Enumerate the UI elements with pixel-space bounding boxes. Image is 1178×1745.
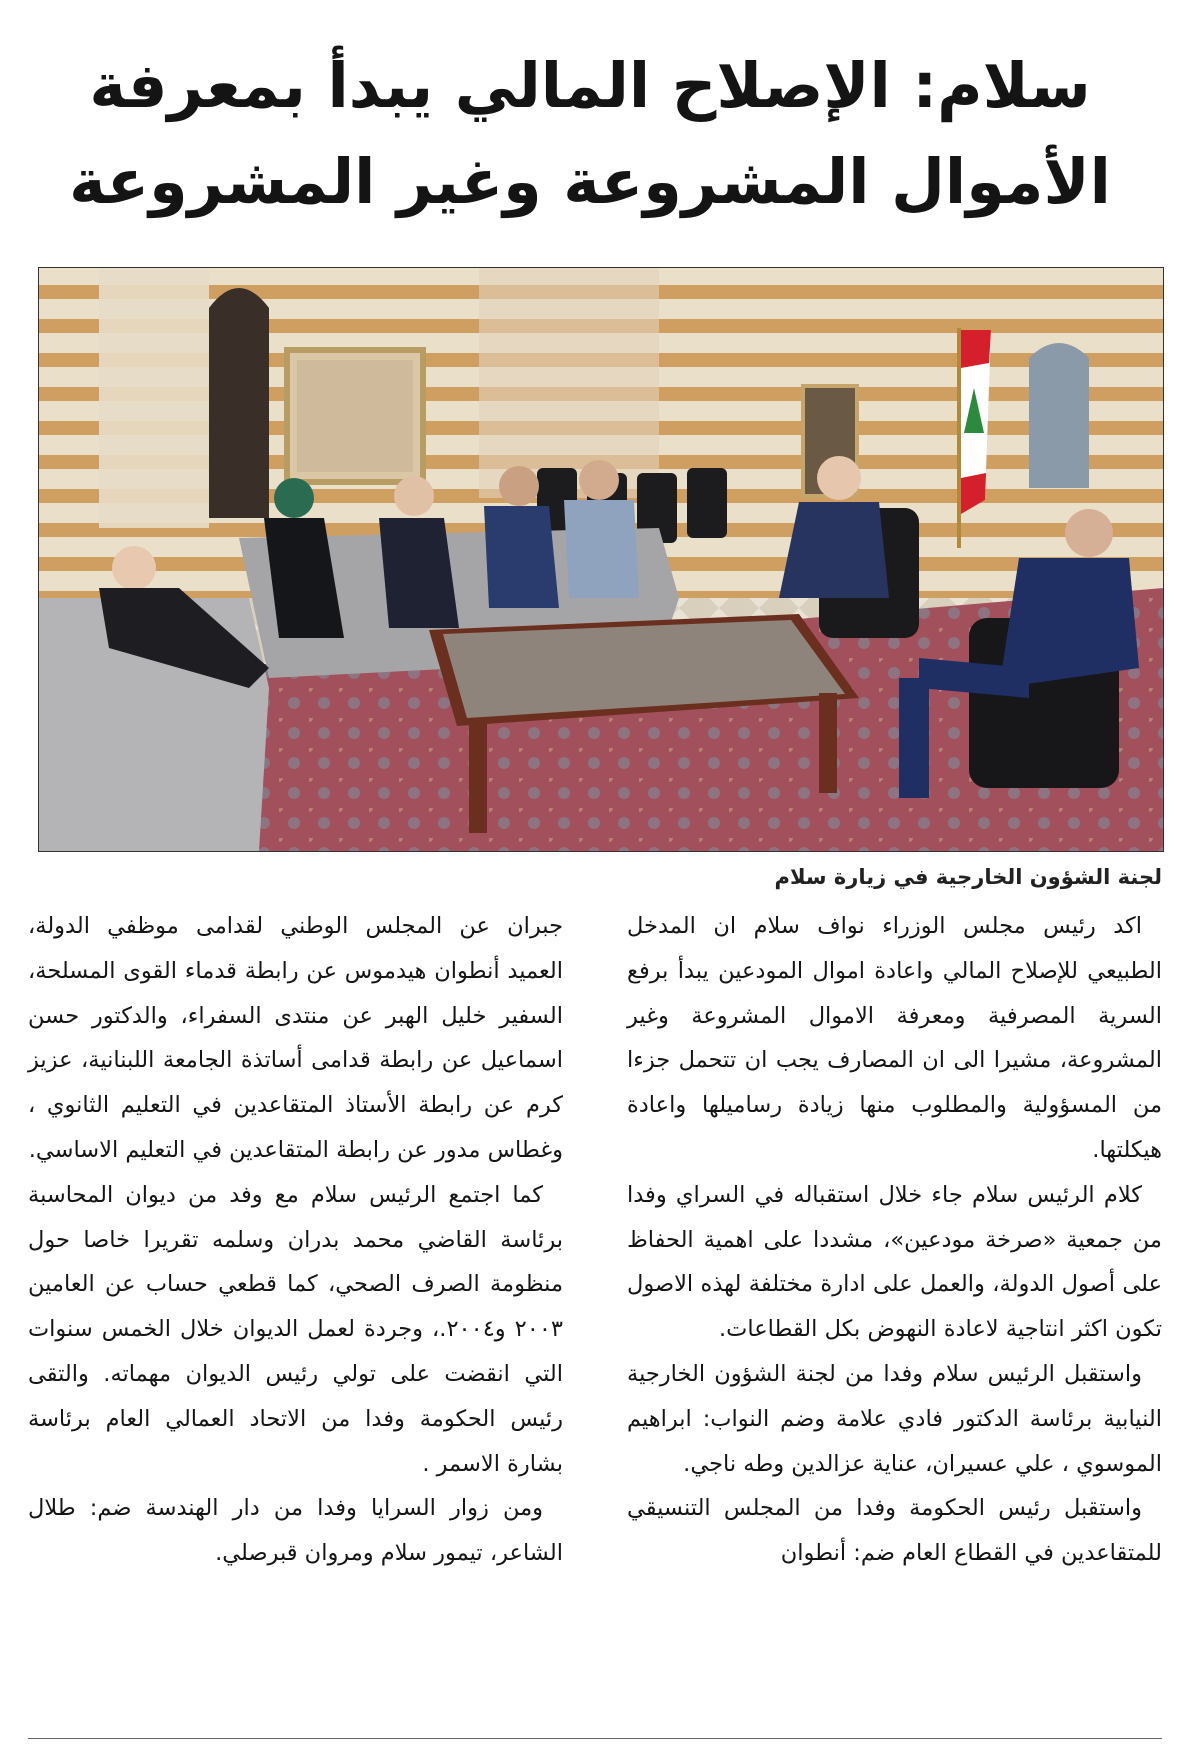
headline-line-2: الأموال المشروعة وغير المشروعة <box>69 145 1111 218</box>
dark-doorway <box>209 288 269 518</box>
photo-caption: لجنة الشؤون الخارجية في زيارة سلام <box>774 865 1162 889</box>
paragraph: واستقبل رئيس الحكومة وفدا من المجلس التنسيقي للمتقاعدين في القطاع العام ضم: أنطوان <box>627 1495 1162 1567</box>
article-column-left <box>28 904 563 1724</box>
news-photo <box>38 267 1164 852</box>
paragraph: كلام الرئيس سلام جاء خلال استقباله في السراي وفدا من جمعية «صرخة مودعين»، مشددا على اهمية الحفاظ على أصول الدولة، والعمل على ادارة مختلفة لهذه الاصول تكون اكثر انتاجية لاعادة النهوض بكل القطاعات. <box>627 1181 1162 1343</box>
meeting-photo-illustration <box>39 268 1163 851</box>
paragraph: ومن زوار السرايا وفدا من دار الهندسة ضم: طلال الشاعر، تيمور سلام ومروان قبرصلي. <box>28 1495 563 1567</box>
headline-line-1: سلام: الإصلاح المالي يبدأ بمعرفة <box>89 49 1091 122</box>
paragraph: جبران عن المجلس الوطني لقدامى موظفي الدولة، العميد أنطوان هيدموس عن رابطة قدماء القوى المسلحة، السفير خليل الهبر عن منتدى السفراء، والدكتور حسن اسماعيل عن رابطة قدامى أساتذة الجامعة اللبنانية، عزيز كرم عن رابطة الأستاذ المتقاعدين في التعليم الثانوي ، وغطاس مدور عن رابطة المتقاعدين في التعليم الاساسي. <box>28 913 563 1163</box>
arched-window <box>1029 343 1089 488</box>
bottom-rule <box>28 1738 1162 1739</box>
article-column-right <box>627 904 1162 1724</box>
paragraph: كما اجتمع الرئيس سلام مع وفد من ديوان المحاسبة برئاسة القاضي محمد بدران وسلمه تقريرا خاصا حول منظومة الصرف الصحي، كما قطعي حساب عن العامين ٢٠٠٣ و٢٠٠٤.، وجردة لعمل الديوان خلال الخمس سنوات التي انقضت على تولي رئيس الديوان مهماته. والتقى رئيس الحكومة وفدا من الاتحاد العمالي العام برئاسة بشارة الاسمر . <box>28 1181 563 1477</box>
paragraph: اكد رئيس مجلس الوزراء نواف سلام ان المدخل الطبيعي للإصلاح المالي واعادة اموال المودعين يبدأ برفع السرية المصرفية ومعرفة الاموال المشروعة وغير المشروعة، مشيرا الى ان المصارف يجب ان تتحمل جزءا من المسؤولية والمطلوب منها زيادة رساميلها واعادة هيكلتها. <box>627 913 1162 1163</box>
headline <box>60 38 1120 230</box>
paragraph: واستقبل الرئيس سلام وفدا من لجنة الشؤون الخارجية النيابية برئاسة الدكتور فادي علامة وضم النواب: ابراهيم الموسوي ، علي عسيران، عناية عزالدين وطه ناجي. <box>627 1360 1162 1477</box>
